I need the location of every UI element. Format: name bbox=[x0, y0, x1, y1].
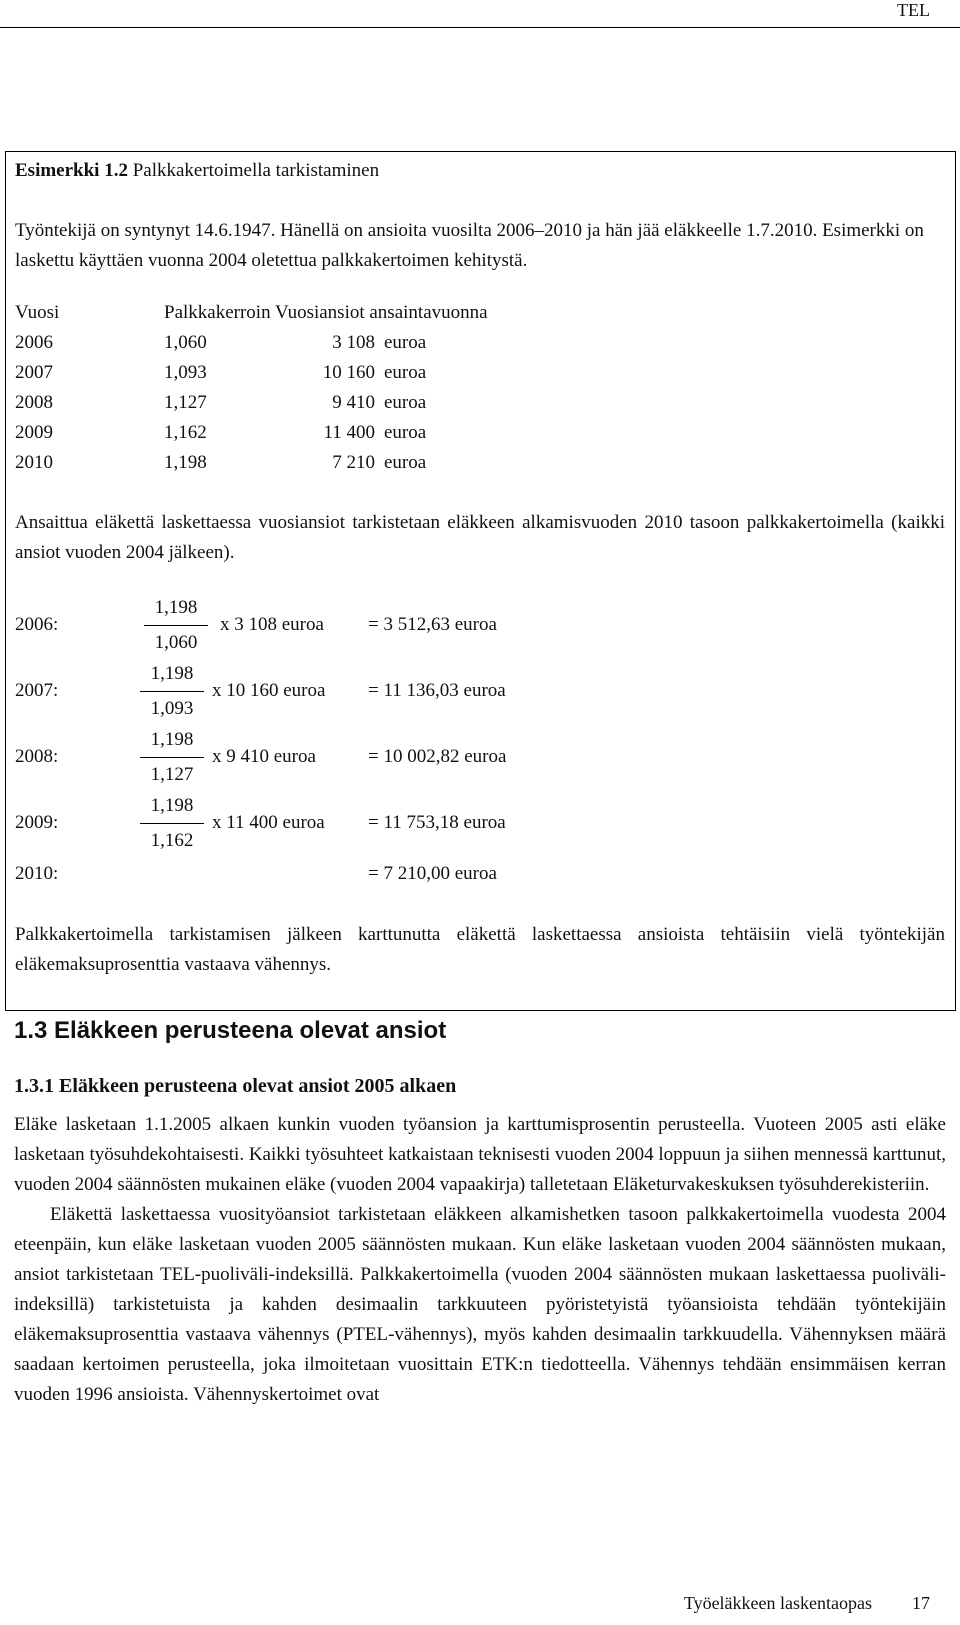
table-cell-year: 2008 bbox=[15, 392, 53, 413]
table-row bbox=[15, 328, 635, 358]
calc-year-label: 2009: bbox=[15, 812, 59, 833]
calc-result: = 10 002,82 euroa bbox=[368, 746, 507, 767]
example-intro: Työntekijä on syntynyt 14.6.1947. Hänellä on ansioita vuosilta 2006–2010 ja hän jää eläkkeelle 1.7.2010. Esimerkki on laskettu käyttäen vuonna 2004 oletettua palkkakertoimen kehitystä. bbox=[15, 220, 924, 271]
table-cell-coefficient: 1,060 bbox=[164, 332, 207, 353]
fraction-denominator: 1,162 bbox=[150, 830, 194, 851]
table-row bbox=[15, 418, 635, 448]
table-row bbox=[15, 448, 635, 478]
page-number: 17 bbox=[912, 1593, 930, 1613]
body-text bbox=[14, 1110, 946, 1410]
calc-multiplier: x 11 400 euroa bbox=[212, 812, 325, 833]
fraction-bar bbox=[140, 691, 204, 692]
calc-year-label: 2008: bbox=[15, 746, 59, 767]
calc-fraction bbox=[144, 593, 208, 658]
calc-result: = 7 210,00 euroa bbox=[368, 863, 497, 884]
fraction-numerator: 1,198 bbox=[150, 729, 194, 750]
table-cell-income: 10 160 bbox=[322, 362, 375, 383]
calc-fraction bbox=[140, 725, 204, 790]
fraction-bar bbox=[140, 823, 204, 824]
table-cell-unit: euroa bbox=[384, 452, 427, 473]
table-row bbox=[15, 388, 635, 418]
subsection-heading: 1.3.1 Eläkkeen perusteena olevat ansiot 2005 alkaen bbox=[14, 1075, 457, 1097]
table-cell-year: 2006 bbox=[15, 332, 53, 353]
table-cell-unit: euroa bbox=[384, 392, 427, 413]
calc-multiplier: x 10 160 euroa bbox=[212, 680, 326, 701]
calc-result: = 11 753,18 euroa bbox=[368, 812, 506, 833]
table-header-year: Vuosi bbox=[15, 302, 60, 323]
calc-multiplier: x 3 108 euroa bbox=[220, 614, 324, 635]
table-cell-year: 2009 bbox=[15, 422, 53, 443]
calc-year-label: 2006: bbox=[15, 614, 59, 635]
example-title-number: Esimerkki 1.2 bbox=[15, 160, 128, 181]
fraction-numerator: 1,198 bbox=[150, 663, 194, 684]
fraction-denominator: 1,060 bbox=[154, 632, 198, 653]
fraction-numerator: 1,198 bbox=[150, 795, 194, 816]
fraction-numerator: 1,198 bbox=[154, 597, 198, 618]
table-header bbox=[15, 298, 635, 328]
table-cell-coefficient: 1,162 bbox=[164, 422, 207, 443]
body-paragraph: Eläke lasketaan 1.1.2005 alkaen kunkin vuoden työansion ja karttumisprosentin perusteella. Vuoteen 2005 asti eläke lasketaan työsuhdekohtaisesti. Kaikki työsuhteet katkaistaan teknisesti vuoden 2004 loppuun ja siihen mennessä karttunut, vuoden 2004 säännösten mukainen eläke (vuoden 2004 vapaakirja) talletetaan Eläketurvakeskuksen työsuhderekisteriin. bbox=[14, 1114, 946, 1195]
calc-multiplier: x 9 410 euroa bbox=[212, 746, 316, 767]
fraction-denominator: 1,093 bbox=[150, 698, 194, 719]
example-conclusion: Palkkakertoimella tarkistamisen jälkeen karttunutta eläkettä laskettaessa ansioista tehtäisiin vielä työntekijän eläkemaksuprosenttia vastaava vähennys. bbox=[15, 924, 945, 975]
calc-year-label: 2007: bbox=[15, 680, 59, 701]
example-title-text: Palkkakertoimella tarkistaminen bbox=[127, 160, 380, 181]
table-cell-year: 2007 bbox=[15, 362, 53, 383]
section-heading: 1.3 Eläkkeen perusteena olevat ansiot bbox=[14, 1017, 447, 1044]
example-title bbox=[15, 156, 379, 186]
example-box bbox=[5, 151, 956, 1011]
example-explanation: Ansaittua eläkettä laskettaessa vuosiansiot tarkistetaan eläkkeen alkamisvuoden 2010 tasoon palkkakertoimella (kaikki ansiot vuoden 2004 jälkeen). bbox=[15, 512, 945, 563]
table-cell-unit: euroa bbox=[384, 362, 427, 383]
fraction-denominator: 1,127 bbox=[150, 764, 194, 785]
table-cell-year: 2010 bbox=[15, 452, 53, 473]
fraction-bar bbox=[140, 757, 204, 758]
table-cell-income: 11 400 bbox=[323, 422, 375, 443]
table-cell-coefficient: 1,127 bbox=[164, 392, 207, 413]
table-header-columns: Palkkakerroin Vuosiansiot ansaintavuonna bbox=[164, 302, 488, 323]
table-cell-income: 7 210 bbox=[332, 452, 375, 473]
calc-fraction bbox=[140, 791, 204, 856]
table-cell-unit: euroa bbox=[384, 422, 427, 443]
calc-fraction bbox=[140, 659, 204, 724]
table-cell-income: 3 108 bbox=[332, 332, 375, 353]
table-cell-unit: euroa bbox=[384, 332, 427, 353]
table-cell-coefficient: 1,093 bbox=[164, 362, 207, 383]
running-header: TEL bbox=[897, 0, 930, 20]
calc-result: = 3 512,63 euroa bbox=[368, 614, 497, 635]
page-footer bbox=[684, 1588, 930, 1618]
calc-year-label: 2010: bbox=[15, 863, 59, 884]
table-cell-coefficient: 1,198 bbox=[164, 452, 207, 473]
body-paragraph: Eläkettä laskettaessa vuosityöansiot tarkistetaan eläkkeen alkamishetken tasoon palkkakertoimella vuodesta 2004 eteenpäin, kun eläke lasketaan vuoden 2005 säännösten mukaan. Kun eläke lasketaan vuoden 2004 säännösten mukaan, ansiot tarkistetaan TEL-puoliväli-indeksillä. Palkkakertoimella (vuoden 2004 säännösten mukaan laskettaessa puoliväli-indeksillä) tarkistetuista ja kahden desimaalin tarkkuuteen pyöristetyistä työansioista tehdään työntekijäin eläkemaksuprosenttia vastaava vähennys (PTEL-vähennys), myös kahden desimaalin tarkkuudella. Vähennyksen määrä saadaan kertoimen perusteella, joka ilmoitetaan vuosittain ETK:n tiedotteella. Vähennys tehdään ensimmäisen kerran vuoden 1996 ansioista. Vähennyskertoimet ovat bbox=[14, 1204, 946, 1405]
footer-title: Työeläkkeen laskentaopas bbox=[683, 1593, 872, 1613]
fraction-bar bbox=[144, 625, 208, 626]
header-rule bbox=[0, 27, 960, 28]
table-cell-income: 9 410 bbox=[332, 392, 375, 413]
calc-result: = 11 136,03 euroa bbox=[368, 680, 506, 701]
table-row bbox=[15, 358, 635, 388]
